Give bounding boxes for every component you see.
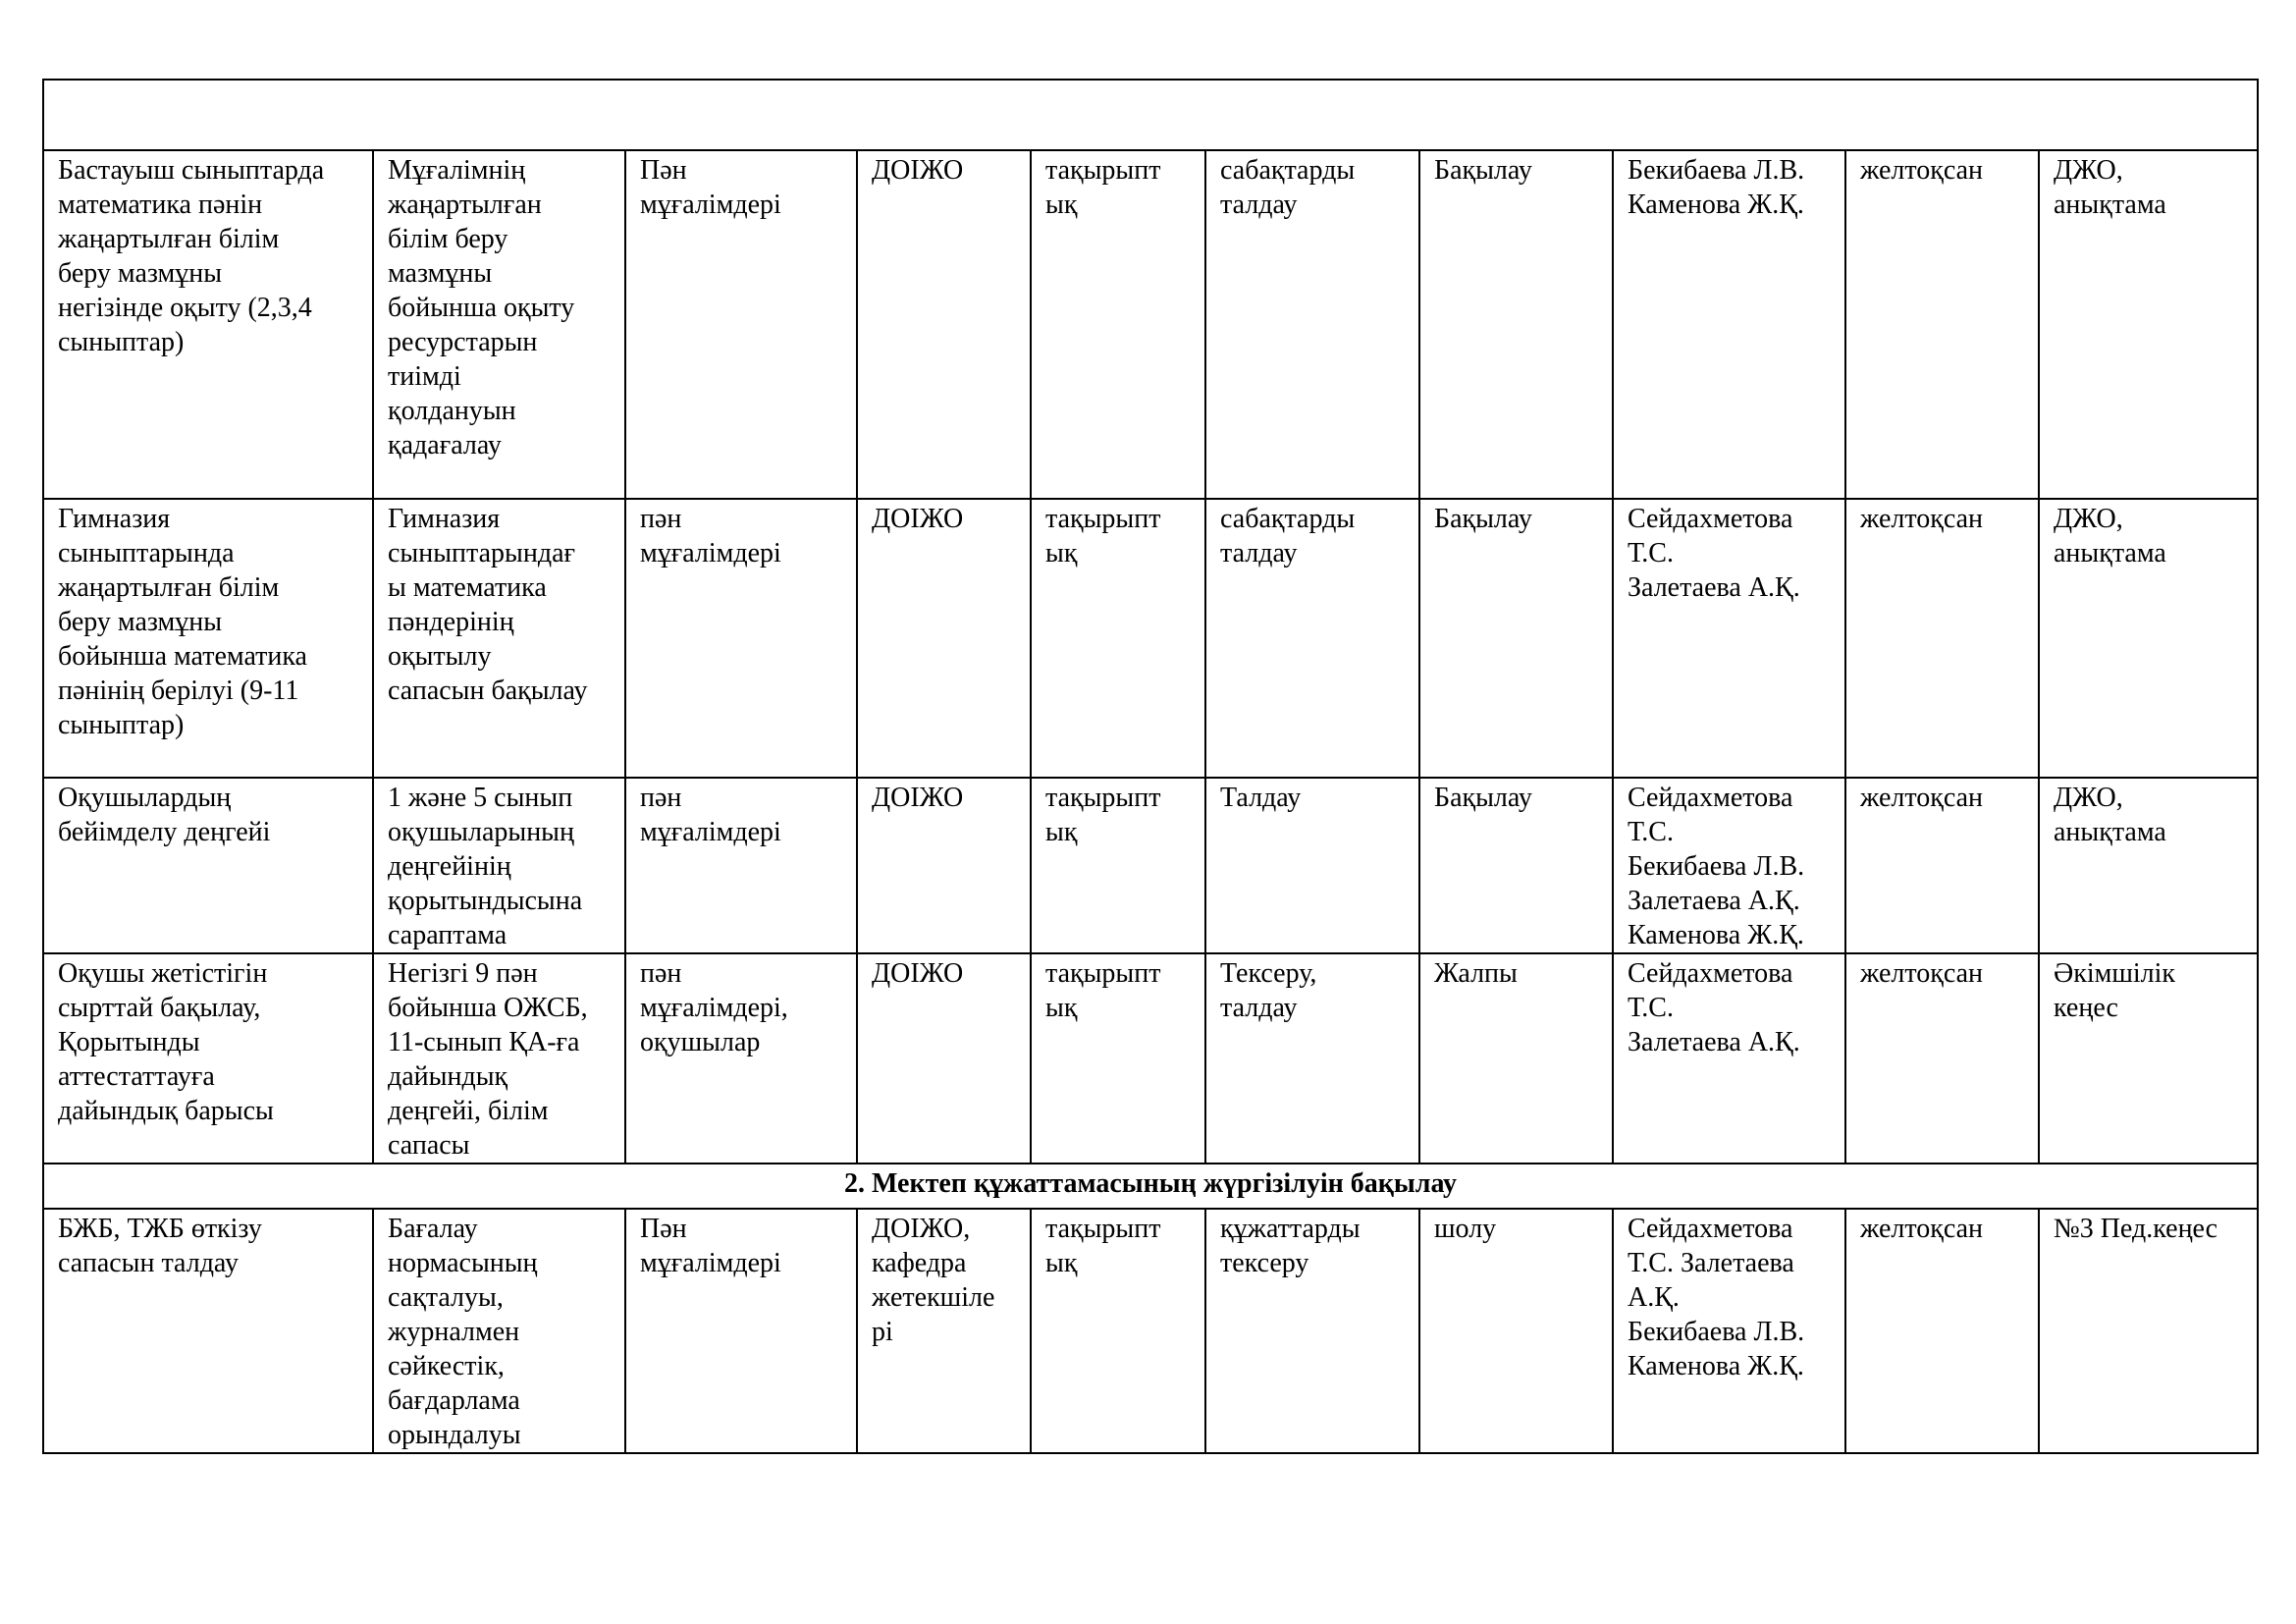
cell-text-line: мұғалімдері	[640, 538, 781, 568]
cell-text-line: сапасы	[388, 1130, 470, 1161]
cell-text-line: Залетаева А.Қ.	[1628, 1027, 1800, 1057]
cell-text-line: мұғалімдері	[640, 189, 781, 220]
cell-text-line: Негізгі 9 пән	[388, 958, 538, 989]
cell-text-line: аттестаттауға	[58, 1061, 215, 1092]
cell-text-line: кафедра	[872, 1248, 967, 1278]
cell-text-line: дайындық	[388, 1061, 508, 1092]
cell-text-line: ДЖО,	[2054, 783, 2123, 813]
cell-text-line: тақырыпт	[1045, 1214, 1161, 1244]
object-cell	[625, 150, 857, 499]
object-cell	[625, 499, 857, 778]
cell-text-line: Сейдахметова	[1628, 783, 1793, 813]
cell-text-line: шолу	[1434, 1214, 1497, 1244]
kind-cell	[1031, 778, 1205, 953]
object-cell	[625, 1209, 857, 1453]
header-blank-row	[43, 80, 2258, 150]
responsible-person-cell	[1613, 150, 1845, 499]
kind-cell	[1031, 1209, 1205, 1453]
cell-text-line: Бақылау	[1434, 504, 1532, 534]
responsible-type-cell	[857, 1209, 1031, 1453]
cell-text-line: қадағалау	[388, 430, 502, 460]
cell-text-line: пәндерінің	[388, 607, 514, 637]
cell-text-line: ық	[1045, 538, 1078, 568]
cell-text-line: беру мазмұны	[58, 607, 223, 637]
cell-text-line: сабақтарды	[1220, 155, 1356, 186]
cell-text-line: ДОІЖО	[872, 958, 964, 989]
cell-text-line: Пән	[640, 155, 687, 186]
deadline-cell	[1845, 778, 2039, 953]
cell-text-line: Т.С.	[1628, 538, 1674, 568]
cell-text-line: жаңартылған	[388, 189, 542, 220]
cell-text-line: желтоқсан	[1860, 783, 1984, 813]
cell-text-line: сақталуы,	[388, 1282, 504, 1313]
cell-text-line: сыныптар)	[58, 710, 185, 740]
section-row	[43, 1164, 2258, 1209]
form-cell	[1419, 1209, 1613, 1453]
deadline-cell	[1845, 953, 2039, 1164]
responsible-person-cell	[1613, 1209, 1845, 1453]
cell-text-line: пән	[640, 504, 682, 534]
responsible-person-cell	[1613, 778, 1845, 953]
cell-text-line: тақырыпт	[1045, 155, 1161, 186]
cell-text-line: ық	[1045, 1248, 1078, 1278]
cell-text-line: Гимназия	[388, 504, 501, 534]
cell-text-line: 11-сынып ҚА-ға	[388, 1027, 580, 1057]
cell-text-line: Каменова Ж.Қ.	[1628, 189, 1804, 220]
cell-text-line: сабақтарды	[1220, 504, 1356, 534]
cell-text-line: математика пәнін	[58, 189, 263, 220]
cell-text-line: сырттай бақылау,	[58, 993, 261, 1023]
kind-cell	[1031, 150, 1205, 499]
cell-text-line: Талдау	[1220, 783, 1302, 813]
cell-text-line: сәйкестік,	[388, 1351, 505, 1381]
cell-text-line: сыныптарында	[58, 538, 235, 568]
cell-text-line: талдау	[1220, 993, 1298, 1023]
cell-text-line: Залетаева А.Қ.	[1628, 572, 1800, 603]
form-cell	[1419, 778, 1613, 953]
cell-text-line: ы математика	[388, 572, 547, 603]
cell-text-line: пән	[640, 958, 682, 989]
responsible-type-cell	[857, 953, 1031, 1164]
deadline-cell	[1845, 499, 2039, 778]
cell-text-line: Оқушы жетістігін	[58, 958, 268, 989]
cell-text-line: Пән	[640, 1214, 687, 1244]
cell-text-line: Оқушылардың	[58, 783, 232, 813]
cell-text-line: мазмұны	[388, 258, 493, 289]
subject-cell	[43, 150, 373, 499]
cell-text-line: орындалуы	[388, 1420, 521, 1450]
cell-text-line: бағдарлама	[388, 1385, 520, 1416]
cell-text-line: сараптама	[388, 920, 507, 950]
deadline-cell	[1845, 1209, 2039, 1453]
cell-text-line: 1 және 5 сынып	[388, 783, 573, 813]
cell-text-line: мұғалімдері	[640, 817, 781, 847]
cell-text-line: тексеру	[1220, 1248, 1309, 1278]
cell-text-line: тақырыпт	[1045, 958, 1161, 989]
cell-text-line: негізінде оқыту (2,3,4	[58, 293, 312, 323]
cell-text-line: Жалпы	[1434, 958, 1518, 989]
table-row	[43, 150, 2258, 499]
cell-text-line: тақырыпт	[1045, 783, 1161, 813]
table-row	[43, 1209, 2258, 1453]
cell-text-line: бойынша оқыту	[388, 293, 575, 323]
cell-text-line: Мұғалімнің	[388, 155, 526, 186]
cell-text-line: Әкімшілік	[2054, 958, 2176, 989]
cell-text-line: ДЖО,	[2054, 504, 2123, 534]
cell-text-line: ық	[1045, 993, 1078, 1023]
result-cell	[2039, 499, 2258, 778]
cell-text-line: Тексеру,	[1220, 958, 1317, 989]
cell-text-line: ық	[1045, 817, 1078, 847]
cell-text-line: нормасының	[388, 1248, 538, 1278]
result-cell	[2039, 150, 2258, 499]
cell-text-line: ресурстарын	[388, 327, 538, 357]
subject-cell	[43, 499, 373, 778]
cell-text-line: сапасын талдау	[58, 1248, 239, 1278]
cell-text-line: деңгейінің	[388, 851, 511, 882]
form-cell	[1419, 499, 1613, 778]
cell-text-line: қолдануын	[388, 396, 516, 426]
cell-text-line: деңгейі, білім	[388, 1096, 549, 1126]
cell-text-line: ДОІЖО	[872, 155, 964, 186]
cell-text-line: рі	[872, 1317, 893, 1347]
cell-text-line: жаңартылған білім	[58, 572, 280, 603]
cell-text-line: бейімделу деңгейі	[58, 817, 271, 847]
cell-text-line: анықтама	[2054, 817, 2166, 847]
cell-text-line: А.Қ.	[1628, 1282, 1680, 1313]
cell-text-line: сыныптар)	[58, 327, 185, 357]
cell-text-line: жетекшіле	[872, 1282, 995, 1313]
cell-text-line: желтоқсан	[1860, 155, 1984, 186]
cell-text-line: талдау	[1220, 538, 1298, 568]
cell-text-line: желтоқсан	[1860, 958, 1984, 989]
cell-text-line: ДОІЖО	[872, 504, 964, 534]
cell-text-line: қорытындысына	[388, 886, 583, 916]
cell-text-line: бойынша математика	[58, 641, 307, 672]
cell-text-line: Бақылау	[1434, 783, 1532, 813]
table-row	[43, 778, 2258, 953]
goal-cell	[373, 1209, 625, 1453]
object-cell	[625, 778, 857, 953]
cell-text-line: оқытылу	[388, 641, 492, 672]
cell-text-line: Бекибаева Л.В.	[1628, 1317, 1805, 1347]
cell-text-line: Т.С. Залетаева	[1628, 1248, 1794, 1278]
goal-cell	[373, 150, 625, 499]
responsible-type-cell	[857, 150, 1031, 499]
cell-text-line: Каменова Ж.Қ.	[1628, 1351, 1804, 1381]
object-cell	[625, 953, 857, 1164]
responsible-person-cell	[1613, 499, 1845, 778]
cell-text-line: дайындық барысы	[58, 1096, 274, 1126]
cell-text-line: Гимназия	[58, 504, 171, 534]
responsible-type-cell	[857, 499, 1031, 778]
kind-cell	[1031, 953, 1205, 1164]
cell-text-line: жаңартылған білім	[58, 224, 280, 254]
cell-text-line: Залетаева А.Қ.	[1628, 886, 1800, 916]
goal-cell	[373, 953, 625, 1164]
cell-text-line: беру мазмұны	[58, 258, 223, 289]
cell-text-line: тақырыпт	[1045, 504, 1161, 534]
cell-text-line: мұғалімдері,	[640, 993, 788, 1023]
cell-text-line: ДОІЖО,	[872, 1214, 971, 1244]
method-cell	[1205, 499, 1419, 778]
responsible-person-cell	[1613, 953, 1845, 1164]
cell-text-line: бойынша ОЖСБ,	[388, 993, 588, 1023]
cell-text-line: Сейдахметова	[1628, 504, 1793, 534]
responsible-type-cell	[857, 778, 1031, 953]
method-cell	[1205, 953, 1419, 1164]
cell-text-line: Бақылау	[1434, 155, 1532, 186]
result-cell	[2039, 778, 2258, 953]
table-row	[43, 953, 2258, 1164]
section-title: 2. Мектеп құжаттамасының жүргізілуін бақылау	[43, 1164, 2258, 1209]
subject-cell	[43, 778, 373, 953]
cell-text-line: сыныптарындағ	[388, 538, 575, 568]
cell-text-line: талдау	[1220, 189, 1298, 220]
subject-cell	[43, 953, 373, 1164]
result-cell	[2039, 1209, 2258, 1453]
cell-text-line: ДЖО,	[2054, 155, 2123, 186]
cell-text-line: Бағалау	[388, 1214, 478, 1244]
goal-cell	[373, 778, 625, 953]
cell-text-line: пәнінің берілуі (9-11	[58, 676, 299, 706]
method-cell	[1205, 150, 1419, 499]
cell-text-line: журналмен	[388, 1317, 520, 1347]
cell-text-line: Қорытынды	[58, 1027, 200, 1057]
cell-text-line: №3 Пед.кеңес	[2054, 1214, 2218, 1244]
cell-text-line: Бастауыш сыныптарда	[58, 155, 325, 186]
cell-text-line: Бекибаева Л.В.	[1628, 155, 1805, 186]
form-cell	[1419, 150, 1613, 499]
cell-text-line: Каменова Ж.Қ.	[1628, 920, 1804, 950]
method-cell	[1205, 1209, 1419, 1453]
cell-text-line: Бекибаева Л.В.	[1628, 851, 1805, 882]
cell-text-line: оқушылар	[640, 1027, 761, 1057]
deadline-cell	[1845, 150, 2039, 499]
method-cell	[1205, 778, 1419, 953]
cell-text-line: Т.С.	[1628, 817, 1674, 847]
cell-text-line: Т.С.	[1628, 993, 1674, 1023]
goal-cell	[373, 499, 625, 778]
cell-text-line: Сейдахметова	[1628, 1214, 1793, 1244]
cell-text-line: тиімді	[388, 361, 461, 392]
result-cell	[2039, 953, 2258, 1164]
blank-header-cell	[43, 80, 2258, 150]
cell-text-line: кеңес	[2054, 993, 2118, 1023]
cell-text-line: білім беру	[388, 224, 508, 254]
cell-text-line: ДОІЖО	[872, 783, 964, 813]
cell-text-line: мұғалімдері	[640, 1248, 781, 1278]
cell-text-line: БЖБ, ТЖБ өткізу	[58, 1214, 262, 1244]
table-row	[43, 499, 2258, 778]
kind-cell	[1031, 499, 1205, 778]
cell-text-line: сапасын бақылау	[388, 676, 588, 706]
cell-text-line: желтоқсан	[1860, 1214, 1984, 1244]
cell-text-line: Сейдахметова	[1628, 958, 1793, 989]
form-cell	[1419, 953, 1613, 1164]
cell-text-line: құжаттарды	[1220, 1214, 1361, 1244]
cell-text-line: ық	[1045, 189, 1078, 220]
subject-cell	[43, 1209, 373, 1453]
cell-text-line: желтоқсан	[1860, 504, 1984, 534]
cell-text-line: пән	[640, 783, 682, 813]
control-plan-table	[42, 79, 2259, 1454]
cell-text-line: анықтама	[2054, 538, 2166, 568]
cell-text-line: оқушыларының	[388, 817, 574, 847]
cell-text-line: анықтама	[2054, 189, 2166, 220]
